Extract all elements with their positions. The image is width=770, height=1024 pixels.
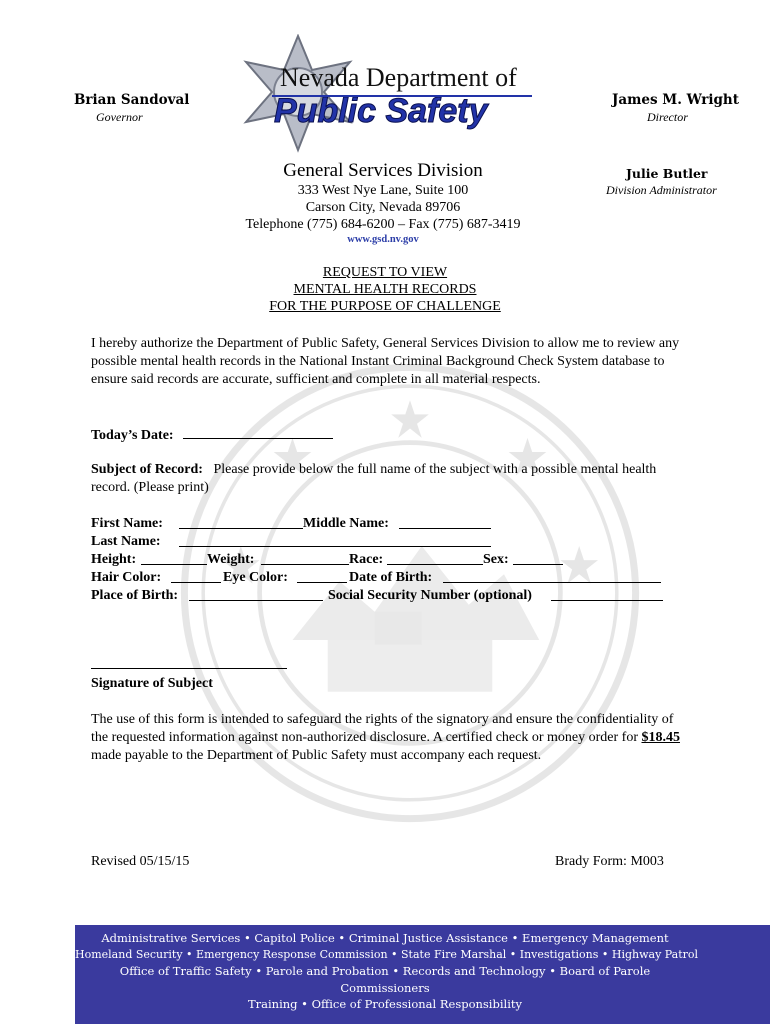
sex-label: Sex: bbox=[483, 552, 509, 567]
director-title: Director bbox=[647, 110, 688, 124]
footer-line2: Homeland Security • Emergency Response Commission • State Fire Marshal • Investigations • Highway Patrol bbox=[75, 947, 699, 961]
address-line1: 333 West Nye Lane, Suite 100 bbox=[297, 183, 469, 198]
hair-color-field[interactable] bbox=[171, 569, 221, 583]
race-label: Race: bbox=[349, 552, 384, 567]
fee-amount: $18.45 bbox=[641, 730, 680, 745]
race-field[interactable] bbox=[387, 551, 483, 565]
todays-date-label: Today’s Date: bbox=[91, 428, 174, 443]
address-line2: Carson City, Nevada 89706 bbox=[305, 200, 461, 215]
first-name-label: First Name: bbox=[91, 516, 163, 531]
last-name-field[interactable] bbox=[179, 533, 491, 547]
dob-field[interactable] bbox=[443, 569, 661, 583]
eye-color-field[interactable] bbox=[297, 569, 347, 583]
phone-fax: Telephone (775) 684-6200 – Fax (775) 687-3419 bbox=[245, 217, 521, 232]
place-of-birth-label: Place of Birth: bbox=[91, 588, 179, 603]
subject-of-record bbox=[91, 461, 691, 497]
sex-field[interactable] bbox=[513, 551, 563, 565]
dob-label: Date of Birth: bbox=[349, 570, 433, 585]
notice-paragraph bbox=[91, 711, 691, 765]
request-title-line3: FOR THE PURPOSE OF CHALLENGE bbox=[269, 299, 501, 314]
dps-star-logo bbox=[232, 34, 540, 160]
eye-color-label: Eye Color: bbox=[223, 570, 288, 585]
todays-date-field[interactable] bbox=[183, 425, 333, 439]
weight-field[interactable] bbox=[261, 551, 349, 565]
signature-label: Signature of Subject bbox=[91, 676, 213, 691]
first-name-field[interactable] bbox=[179, 515, 303, 529]
request-title-line2: MENTAL HEALTH RECORDS bbox=[293, 282, 477, 297]
request-title-line1: REQUEST TO VIEW bbox=[322, 265, 448, 280]
height-field[interactable] bbox=[141, 551, 207, 565]
height-label: Height: bbox=[91, 552, 137, 567]
subject-instructions: Please provide below the full name of the subject with a possible mental health record. (Please print) bbox=[91, 462, 657, 495]
footer-divisions bbox=[75, 930, 699, 1013]
governor-name: Brian Sandoval bbox=[74, 92, 190, 108]
authorization-paragraph: I hereby authorize the Department of Public Safety, General Services Division to allow me to review any possible mental health records in the National Instant Criminal Background Check System database to ensure said records are accurate, sufficient and complete in all material respects. bbox=[91, 336, 680, 387]
revised-date: Revised 05/15/15 bbox=[91, 854, 190, 869]
ssn-field[interactable] bbox=[551, 587, 663, 601]
todays-date-row bbox=[91, 425, 333, 444]
notice-text-after: made payable to the Department of Public Safety must accompany each request. bbox=[91, 748, 542, 763]
form-number: Brady Form: M003 bbox=[555, 854, 664, 869]
logo-line1: Nevada Department of bbox=[280, 63, 517, 92]
notice-text-before: The use of this form is intended to safeguard the rights of the signatory and ensure the confidentiality of the requested information against non-authorized disclosure. A certified check or money order for bbox=[91, 712, 674, 745]
middle-name-label: Middle Name: bbox=[303, 516, 389, 531]
weight-label: Weight: bbox=[207, 552, 255, 567]
subject-label: Subject of Record: bbox=[91, 462, 203, 477]
administrator-name: Julie Butler bbox=[626, 166, 708, 181]
ssn-label: Social Security Number (optional) bbox=[328, 588, 532, 603]
footer-line3: Office of Traffic Safety • Parole and Probation • Records and Technology • Board of Parole Commissioners bbox=[119, 964, 651, 995]
governor-title: Governor bbox=[96, 110, 143, 124]
website-link[interactable]: www.gsd.nv.gov bbox=[347, 234, 419, 245]
director-name: James M. Wright bbox=[612, 92, 739, 108]
last-name-label: Last Name: bbox=[91, 534, 161, 549]
administrator-title: Division Administrator bbox=[606, 183, 717, 197]
middle-name-field[interactable] bbox=[399, 515, 491, 529]
footer-line1: Administrative Services • Capitol Police • Criminal Justice Assistance • Emergency Management bbox=[101, 931, 669, 945]
hair-color-label: Hair Color: bbox=[91, 570, 162, 585]
footer-line4: Training • Office of Professional Responsibility bbox=[247, 997, 523, 1011]
division-name: General Services Division bbox=[283, 160, 483, 181]
signature-line[interactable] bbox=[91, 668, 287, 669]
logo-line2: Public Safety bbox=[274, 92, 488, 130]
place-of-birth-field[interactable] bbox=[189, 587, 323, 601]
